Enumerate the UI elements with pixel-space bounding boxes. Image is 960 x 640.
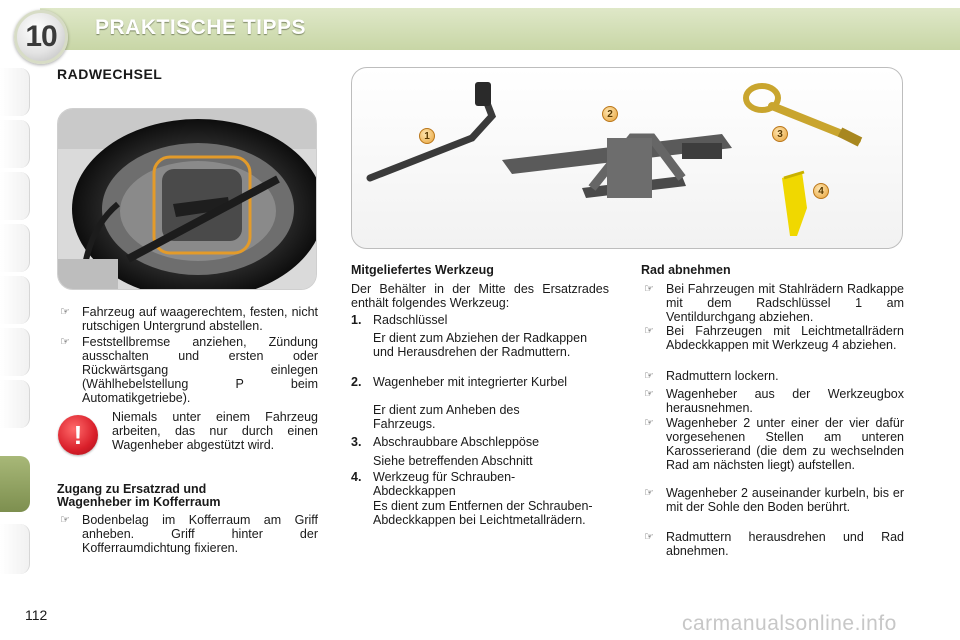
pointing-hand-icon: ☞	[644, 487, 654, 499]
warning-text: Niemals unter einem Fahrzeug arbeiten, das nur durch einen Wagenheber abgestützt wird.	[112, 410, 318, 452]
tool-item-desc: Er dient zum Abziehen der Radkappen und Herausdrehen der Radmuttern.	[373, 331, 588, 359]
pointing-hand-icon: ☞	[644, 370, 654, 382]
tool-item: 4. Werkzeug für Schrauben-Abdeckkappen	[351, 470, 516, 498]
access-heading-line2: Wagenheber im Kofferraum	[57, 495, 221, 509]
pointing-hand-icon: ☞	[644, 531, 654, 543]
pointing-hand-icon: ☞	[644, 283, 654, 295]
list-item: ☞ Bei Fahrzeugen mit Stahlrädern Radkappe mit dem Radschlüssel 1 am Ventildurchgang abziehen.	[644, 282, 904, 324]
chapter-tab[interactable]	[0, 224, 30, 272]
chapter-number-badge: 10	[14, 10, 68, 64]
chapter-tab[interactable]	[0, 328, 30, 376]
page-number: 112	[25, 607, 48, 623]
pointing-hand-icon: ☞	[60, 514, 70, 526]
callout-4: 4	[813, 183, 829, 199]
chapter-tab-active[interactable]	[0, 456, 30, 512]
watermark: carmanualsonline.info	[682, 612, 897, 635]
chapter-tab[interactable]	[0, 172, 30, 220]
list-item: ☞ Feststellbremse anziehen, Zündung ausschalten und ersten oder Rückwärtsgang einlegen (Wählhebelstellung P beim Automatikgetriebe).	[60, 335, 318, 405]
list-item: ☞ Wagenheber aus der Werkzeugbox herausnehmen.	[644, 387, 904, 415]
tool-item-desc: Es dient zum Entfernen der Schrauben-Abdeckkappen bei Leichtmetallrädern.	[373, 499, 593, 527]
tool-item-desc: Er dient zum Anheben des Fahrzeugs.	[373, 403, 520, 431]
chapter-tab[interactable]	[0, 380, 30, 428]
pointing-hand-icon: ☞	[644, 325, 654, 337]
callout-1: 1	[419, 128, 435, 144]
section-title: RADWECHSEL	[57, 66, 163, 82]
tool-item: 3. Abschraubbare Abschleppöse	[351, 435, 540, 449]
list-item: ☞ Wagenheber 2 unter einer der vier dafür vorgesehenen Stellen am unteren Karosserierand (die dem zu wechselnden Rad am nächsten liegt) aufstellen.	[644, 416, 904, 472]
spare-wheel-photo	[57, 108, 317, 290]
list-item: ☞ Bodenbelag im Kofferraum am Griff anheben. Griff hinter der Kofferraumdichtung fixieren.	[60, 513, 318, 555]
pointing-hand-icon: ☞	[60, 306, 70, 318]
pointing-hand-icon: ☞	[644, 388, 654, 400]
tool-item-desc: Siehe betreffenden Abschnitt	[373, 454, 533, 468]
pointing-hand-icon: ☞	[644, 417, 654, 429]
pointing-hand-icon: ☞	[60, 336, 70, 348]
chapter-tab[interactable]	[0, 120, 30, 168]
chapter-tab[interactable]	[0, 276, 30, 324]
access-heading-line1: Zugang zu Ersatzrad und	[57, 482, 207, 496]
chapter-tab[interactable]	[0, 524, 30, 574]
list-item: ☞ Wagenheber 2 auseinander kurbeln, bis er mit der Sohle den Boden berührt.	[644, 486, 904, 514]
list-item: ☞ Fahrzeug auf waagerechtem, festen, nicht rutschigen Untergrund abstellen.	[60, 305, 318, 333]
warning-icon: !	[58, 415, 98, 455]
list-item: ☞ Radmuttern herausdrehen und Rad abnehmen.	[644, 530, 904, 558]
list-item: ☞ Radmuttern lockern.	[644, 369, 779, 383]
callout-3: 3	[772, 126, 788, 142]
list-item: ☞ Bei Fahrzeugen mit Leichtmetallrädern Abdeckkappen mit Werkzeug 4 abziehen.	[644, 324, 904, 352]
tools-photo	[351, 67, 903, 249]
tool-item: 1. Radschlüssel	[351, 313, 448, 327]
chapter-tab[interactable]	[0, 68, 30, 116]
callout-2: 2	[602, 106, 618, 122]
tools-heading: Mitgeliefertes Werkzeug	[351, 263, 494, 277]
chapter-title: PRAKTISCHE TIPPS	[95, 16, 307, 39]
remove-heading: Rad abnehmen	[641, 263, 731, 277]
tool-item: 2. Wagenheber mit integrierter Kurbel	[351, 375, 568, 389]
tools-intro: Der Behälter in der Mitte des Ersatzrades enthält folgendes Werkzeug:	[351, 282, 609, 310]
